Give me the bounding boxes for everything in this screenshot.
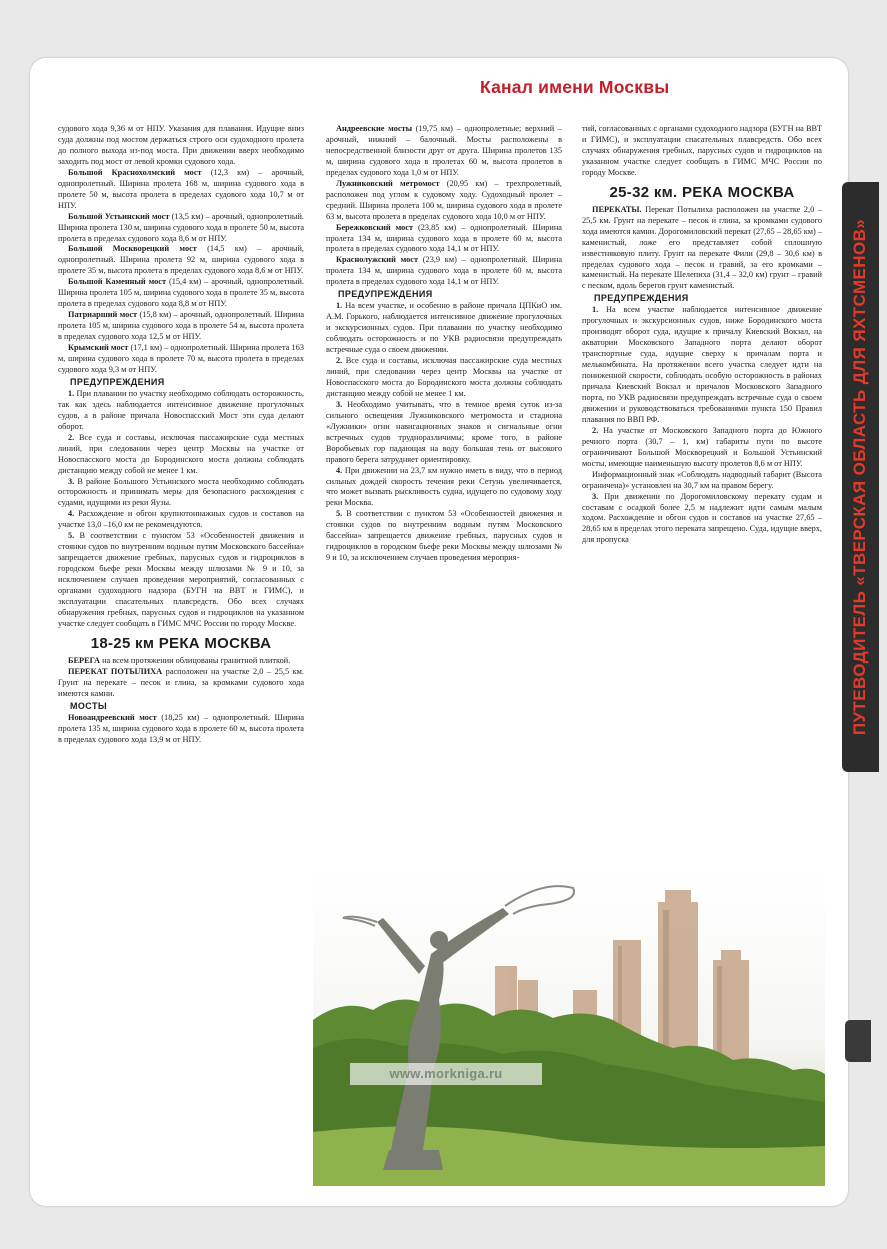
warnings-heading: ПРЕДУПРЕЖДЕНИЯ <box>70 376 165 387</box>
rift-entry <box>58 667 304 700</box>
warning-item <box>58 433 304 477</box>
warning-text: На участке от Московского Западного порта до Южного речного порта (30,7 – 1, км) габариты пути по высоте ограничивают Большой Москворецкий и Большой Устьинский мосты, имеющие наименьшую высоту пролетов 8,6 м от НПУ. <box>582 425 823 468</box>
warning-item <box>326 509 562 564</box>
warning-item <box>326 301 562 356</box>
warning-number: 4. <box>68 509 75 519</box>
rifts-entry <box>582 205 822 293</box>
warning-number: 3. <box>592 491 599 501</box>
warning-number: 1. <box>68 388 75 398</box>
bridge-entry <box>58 277 304 310</box>
warning-text: Все суда и составы, исключая пассажирские суда местных линий, при следовании через центр Москвы на участке от Новоспасского моста до Бородинского моста должны соблюдать дистанцию между собой не менее 1 км. <box>326 356 563 398</box>
bridge-text: (20,95 км) – трехпролетный, расположен под углом к судовому ходу. Судоходный пролет – средний. Ширина пролета 100 м, ширина судового хода в пролете 63 м, высота пролета в пределах судового хода 10,0 м от НПУ. <box>326 178 562 221</box>
warning-item <box>326 356 562 400</box>
photo-sculpture-skyline <box>313 870 825 1186</box>
banks-entry <box>58 656 304 667</box>
bridge-text: (18,25 км) – однопролетный. Ширина пролета 135 м, ширина судового хода в пролете 60 м, высота пролета в пределах судового хода 13,9 м от НПУ. <box>58 712 305 744</box>
warning-item <box>58 509 304 531</box>
paragraph: судового хода 9,36 м от НПУ. Указания для плавания. Идущие вниз суда должны под мостом держаться строго оси судоходного пролета до полного выхода из-под моста. При движении вверх необходимо заходить под мост от левой кромки судового хода. <box>58 124 304 166</box>
warning-text: В соответствии с пунктом 53 «Особенностей движения и стоянки судов по внутренним водным путям Московского бассейна» запрещается движение гребных, парусных судов и гидроциклов в городском бьефе реки Москвы между шлюзами № 9 и 10, за исключением случаев проведения мероприя- <box>326 509 562 563</box>
warning-number: 5. <box>336 509 343 519</box>
warnings-heading: ПРЕДУПРЕЖДЕНИЯ <box>594 293 689 304</box>
rifts-text: Перекат Потылиха расположен на участке 2,0 – 25,5 км. Грунт на перекате – песок и глина, за кромками судового хода имеются камни. Дорогомиловский перекат (27,65 – 28,65 км) – каменистый, ложе его представляет собой сплошную известняковую плиту. Грунт на перекате Фили (29,8 – 30,6 км) в пределах судового хода – песок и гравий, за его кромками – каменистый. На перекате Шелепиха (31,4 – 32,0 км) грунт – гравий с песком, вдоль берегов грунт каменистый. <box>582 204 823 291</box>
bridge-text: (23,85 км) – однопролетный. Ширина пролета 134 м, ширина судового хода в пролете 60 м, высота пролета в пределах судового хода 14,1 м от НПУ. <box>326 222 562 254</box>
bridge-text: (15,4 км) – арочный, однопролетный. Ширина пролета 105 м, ширина судового хода в пролете 35 м, высота пролета в пределах судового хода 8,8 м от НПУ. <box>58 277 304 309</box>
warning-item <box>58 477 304 510</box>
bridge-text: (23,9 км) – однопролетный. Ширина пролета 134 м, ширина судового хода в пролете 60 м, высота пролета в пределах судового хода 14,1 м от НПУ. <box>326 255 563 287</box>
banks-label: БЕРЕГА <box>68 655 100 665</box>
bridge-entry <box>326 124 562 179</box>
warning-text: Расхождение и обгон крупнотоннажных судов и составов на участке 13,0 –16,0 км не рекомендуются. <box>58 509 304 530</box>
bridge-name: Бережковский мост <box>336 222 414 232</box>
banks-text: на всем протяжении облицованы гранитной плиткой. <box>102 655 291 665</box>
bridge-name: Большой Москворецкий мост <box>68 244 197 254</box>
small-index-tab <box>845 1020 871 1062</box>
warning-item <box>326 466 562 510</box>
bridge-name: Большой Каменный мост <box>68 277 167 287</box>
bridge-name: Краснолужский мост <box>336 255 419 265</box>
warning-text: При плавании по участку необходимо соблюдать осторожность, так как здесь наблюдается интенсивное движение прогулочных судов, а в районе причала Новоспасский Мост эти суда делают оборот. <box>58 388 305 431</box>
watermark: www.morkniga.ru <box>350 1063 542 1085</box>
photo-illustration <box>313 870 825 1186</box>
warning-text: При движении по Дорогомиловскому перекату судам и составам с осадкой более 2,5 м надлежит идти самым малым ходом. Расхождение и обгон судов и составов на участке 27,65 – 28,65 км в пределах этого переката запрещено. Суда, идущие вверх, для пропуска <box>582 491 822 545</box>
bridge-text: (17,1 км) – однопролетный. Ширина пролета 163 м, ширина судового хода в пролете 70 м, высота пролета в пределах судового хода 9,3 м от НПУ. <box>58 343 304 374</box>
warning-number: 2. <box>336 356 343 366</box>
page-title: Канал имени Москвы <box>480 77 670 97</box>
column-left <box>58 124 304 745</box>
info-note: Информационный знак «Соблюдать надводный габарит (Высота ограничена)» установлен на 30,7 км на правом берегу. <box>582 469 822 490</box>
bridge-name: Новоандреевский мост <box>68 712 157 722</box>
side-tab-label: ПУТЕВОДИТЕЛЬ «ТВЕРСКАЯ ОБЛАСТЬ ДЛЯ ЯХТСМЕНОВ» <box>850 218 869 736</box>
bridge-entry <box>58 713 304 746</box>
rift-label: ПЕРЕКАТ ПОТЫЛИХА <box>68 666 163 676</box>
warning-text: На всем участке наблюдается интенсивное движение прогулочных и экскурсионных судов, ниже Бородинского моста производят оборот суда, идущие к причалу Киевский Вокзал, на акватории Московского Западного порта делают оборот транспортные суда, идущие сверху к причалам порта и мелькомбината. На протяжении всего участка следует идти на пониженной скорости, соблюдать особую осторожность в районах причала Киевский Вокзал и причалов Московского Западного порта, по УКВ радиосвязи предупреждать встречные суда о своем движении и руководствоваться требованиями пункта 150 Правил плавания по ВВП РФ. <box>582 305 823 424</box>
bridge-name: Крымский мост <box>68 343 129 353</box>
warning-item <box>58 389 304 433</box>
warning-number: 3. <box>336 399 343 409</box>
bridge-name: Андреевские мосты <box>336 124 413 133</box>
bridge-entry <box>326 179 562 223</box>
warning-text: В районе Большого Устьинского моста необходимо соблюдать осторожность и принимать меры для безопасного расхождения с судами, идущими из реки Яузы. <box>58 476 304 508</box>
warning-number: 2. <box>592 425 599 435</box>
bridge-name: Большой Краснохолмский мост <box>68 167 202 177</box>
warning-number: 1. <box>336 301 343 311</box>
warning-number: 3. <box>68 476 75 486</box>
column-right <box>582 124 822 546</box>
column-middle <box>326 124 562 564</box>
warning-text: Необходимо учитывать, что в темное время суток из-за сильного освещения Лужниковского метромоста и стадиона «Лужники» огни навигационных знаков и сигнальные огни встречных судов трудноразличимы; кроме того, в районе Воробьевых гор падающая на воду большая тень от высокого правого берега затрудняет ориентировку. <box>326 399 562 464</box>
bridge-entry <box>326 223 562 256</box>
warning-item <box>58 531 304 630</box>
bridge-entry <box>58 244 304 277</box>
warning-number: 1. <box>592 305 599 315</box>
bridge-entry <box>58 212 304 245</box>
bridge-text: (19,75 км) – однопролетные; верхний – арочный, нижний – балочный. Мосты расположены в непосредственной близости друг от друга. Ширина пролетов 135 м, ширина судового хода в пролетах 60 м, высота пролетов в пределах судового хода 1,0 м от НПУ. <box>326 124 562 177</box>
warning-item <box>582 305 822 425</box>
bridges-heading: МОСТЫ <box>70 700 108 711</box>
warning-number: 5. <box>68 531 75 541</box>
warning-text: На всем участке, и особенно в районе причала ЦПКиО им. А.М. Горького, наблюдается интенсивное движение прогулочных и экскурсионных судов. При плавании по участку необходимо соблюдать осторожность и по УКВ радиосвязи предупреждать встречные суда о своем движении. <box>326 301 562 355</box>
warning-number: 4. <box>336 465 343 475</box>
warning-text: При движении на 23,7 км нужно иметь в виду, что в период сильных дождей скорость течения реки Сетунь увеличивается, что может вызвать рыскливость судна, идущего по судовому ходу реки Москва. <box>326 465 563 508</box>
warning-item <box>582 492 822 547</box>
bridge-text: (15,8 км) – арочный, однопролетный. Ширина пролета 105 м, ширина судового хода в пролете 54 м, высота пролета в пределах судового хода 12,5 м от НПУ. <box>58 310 304 342</box>
bridge-entry <box>58 310 304 343</box>
bridge-text: (13,5 км) – арочный, однопролетный. Ширина пролета 130 м, ширина судового хода в пролете 50 м, высота пролета в пределах судового хода 8,6 м от НПУ. <box>58 211 304 243</box>
section-heading: 18-25 км РЕКА МОСКВА <box>90 634 272 652</box>
warning-item <box>326 400 562 466</box>
warnings-heading: ПРЕДУПРЕЖДЕНИЯ <box>338 289 433 300</box>
rifts-label: ПЕРЕКАТЫ. <box>592 204 642 214</box>
bridge-entry <box>326 255 562 288</box>
bridge-name: Большой Устьинский мост <box>68 211 170 221</box>
bridge-entry <box>58 168 304 212</box>
rift-text: расположен на участке 2,0 – 25,5 км. Грунт на перекате – песок и глина, за кромками судового хода имеются камни. <box>58 666 304 698</box>
bridge-entry <box>58 343 304 376</box>
paragraph: тий, согласованных с органами судоходного надзора (БУГН на ВВТ и ГИМС), и эксплуатации спасательных плавсредств. Обо всех случаях обнаружения гребных, парусных судов и гидроциклов на указанном участке следует сообщать в ГИМС МЧС России по городу Москве. <box>582 124 822 177</box>
bridge-name: Лужниковский метромост <box>336 178 440 188</box>
bridge-text: (14,5 км) – арочный, однопролетный. Ширина пролета 92 м, ширина судового хода в пролете 35 м, высота пролета в пределах судового хода 8,6 м от НПУ. <box>58 244 305 276</box>
warning-text: В соответствии с пунктом 53 «Особенностей движения и стоянки судов по внутренним водным путям Московского бассейна» запрещается движение гребных, парусных судов и гидроциклов в городском бьефе реки Москвы между шлюзами № 9 и 10, за исключением случаев проведения мероприятий, согласованных с органами судоходного надзора (БУГН на ВВТ и ГИМС), и эксплуатации спасательных плавсредств. Обо всех случаях обнаружения гребных, парусных судов и гидроциклов на указанном участке следует сообщать в ГИМС МЧС России по городу Москве. <box>58 531 304 628</box>
section-heading: 25-32 км. РЕКА МОСКВА <box>609 183 795 201</box>
bridge-text: (12,3 км) – арочный, однопролетный. Ширина пролета 168 м, ширина судового хода в пролете 50 м, высота пролета в пределах судового хода 10,7 м от НПУ. <box>58 167 305 210</box>
warning-text: Все суда и составы, исключая пассажирские суда местных линий, при следовании через центр Москвы на участке от Новоспасского моста до Бородинского моста должны соблюдать дистанцию между собой не менее 1 км. <box>58 432 305 475</box>
warning-number: 2. <box>68 432 75 442</box>
bridge-name: Патриарший мост <box>68 310 138 320</box>
warning-item <box>582 426 822 470</box>
